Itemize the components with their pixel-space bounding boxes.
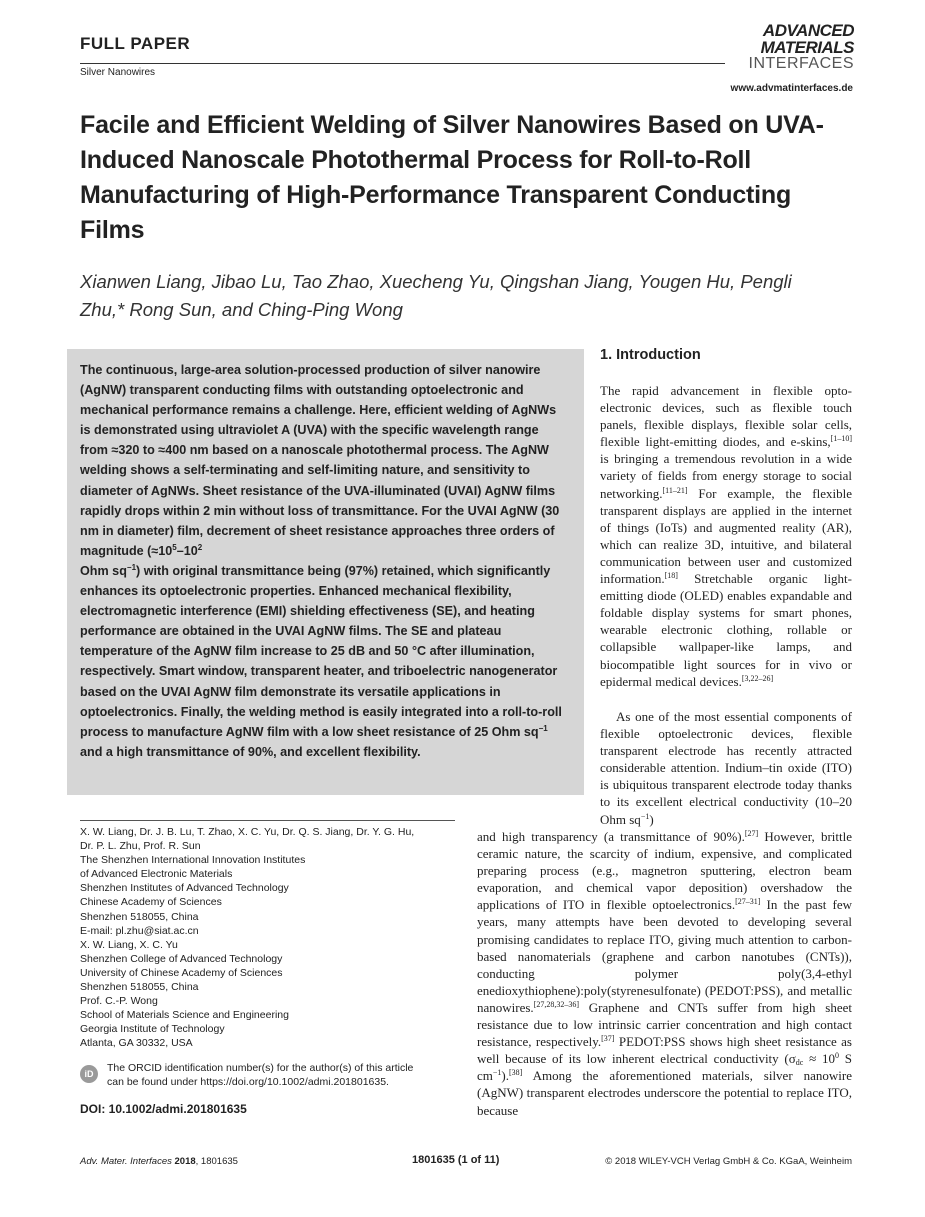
citation-link[interactable]: [27] [744, 829, 759, 838]
header-divider [80, 63, 725, 64]
orcid-icon[interactable]: iD [80, 1065, 98, 1083]
affiliation-divider [80, 820, 455, 821]
citation-link[interactable]: [37] [601, 1034, 615, 1044]
affiliation-email[interactable]: E-mail: pl.zhu@siat.ac.cn [80, 924, 199, 937]
copyright: © 2018 WILEY-VCH Verlag GmbH & Co. KGaA, Weinheim [605, 1156, 852, 1167]
affiliations [80, 825, 460, 1051]
citation-link[interactable]: [27,28,32–36] [533, 999, 580, 1009]
affiliation-line: Atlanta, GA 30332, USA [80, 1037, 193, 1050]
citation-link[interactable]: [3,22–26] [741, 673, 774, 683]
abstract-text: The continuous, large-area solution-processed production of silver nanowire (AgNW) transparent conducting films with outstanding optoelectronic and mechanical performance remains a challenge. Here, efficient welding of AgNWs is demonstrated using ultraviolet A (UVA) with the specific wavelength range from ≈320 to ≈400 nm based on a nanoscale photothermal process. The AgNW welding shows a self-terminating and self-limiting nature, and sensitivity to diameter of AgNWs. Sheet resistance of the UVA-illuminated (UVAI) AgNW films rapidly drops within 2 min without loss of transmittance. For the UVAI AgNW (30 nm in diameter) film, decrement of sheet resistance approaches three orders of magnitude ($\approx 10^5-10^2$ Ohm $sq^{-1}$) with original transmittance being (97%) retained, which significantly enhances its optoelectronic properties. Enhanced mechanical flexibility, electromagnetic interference (EMI) shielding effectiveness (SE), and heating performance are obtained in the UVAI AgNW films. The SE and plateau temperature of the AgNW film increase to 25 dB and 50 °C after illumination, respectively. Smart window, transparent heater, and triboelectric nanogenerator based on the UVAI AgNW film demonstrate its versatile applications in optoelectronics. Finally, the welding method is easily integrated into a roll-to-roll process to manufacture AgNW film with a low sheet resistance of 25 Ohm $sq^{-1}$ and a high transmittance of 90%, and excellent flexibility. [80, 363, 562, 759]
affiliation-line: Shenzhen 518055, China [80, 910, 199, 923]
affiliation-line: Shenzhen 518055, China [80, 981, 199, 994]
introduction-heading: 1. Introduction [600, 347, 701, 363]
affiliation-line: X. W. Liang, Dr. J. B. Lu, T. Zhao, X. C. Yu, Dr. Q. S. Jiang, Dr. Y. G. Hu, [80, 826, 415, 838]
article-title: Facile and Efficient Welding of Silver Nanowires Based on UVA-Induced Nanoscale Photothermal Process for Roll-to-Roll Manufacturing of High-Performance Transparent Conducting Films [80, 111, 824, 244]
paper-type-label: FULL PAPER [80, 34, 191, 53]
orcid-note: The ORCID identification number(s) for the author(s) of this article can be found under https://doi.org/10.1002/admi.201801635. [107, 1062, 414, 1088]
section-label: Silver Nanowires [80, 67, 156, 78]
affiliation-line: The Shenzhen International Innovation Institutes [80, 854, 306, 867]
affiliation-line: University of Chinese Academy of Sciences [80, 966, 283, 979]
logo-line-1: ADVANCED [762, 21, 854, 40]
footer-journal-citation: Adv. Mater. Interfaces 2018, 1801635 [80, 1156, 238, 1167]
citation-link[interactable]: [38] [509, 1068, 523, 1078]
logo-line-2: MATERIALS [760, 38, 854, 57]
affiliation-line: Shenzhen Institutes of Advanced Technology [80, 882, 289, 895]
intro-paragraph-2: As one of the most essential components of flexible optoelectronic devices, flexible transparent electrode has recently attracted considerable attention. Indium–tin oxide (ITO) is ubiquitous transparent electrode today thanks to its excellent electrical conductivity (10–20 Ohm $sq^{-1}$) [600, 709, 852, 827]
logo-line-3: INTERFACES [748, 55, 854, 72]
affiliation-line: School of Materials Science and Engineering [80, 1009, 289, 1022]
citation-link[interactable]: [1–10] [830, 434, 852, 444]
affiliation-line: of Advanced Electronic Materials [80, 868, 233, 881]
intro-paragraph-1: The rapid advancement in flexible optoelectronic devices, such as flexible touch panels, flexible displays, flexible solar cells, flexible light-emitting diodes, and e-skins,[1–10] is bringing a tremendous revolution in a wide variety of fields from energy storage to social networking.[11–21] For example, the flexible transparent displays are applied in the internet of things (IoTs) and augmented reality (AR), which can realize 3D, intuitive, and bilateral communication between user and customized information.[18] Stretchable organic light-emitting diode (OLED) enables expandable and foldable display systems for smart phones, wearable electronic clothing, rollable or collapsible wallpaper-like lamps, and biocompatible light sources for in vivo or epidermal medical devices.[3,22–26] [600, 383, 852, 689]
page-number: 1801635 (1 of 11) [412, 1154, 500, 1166]
citation-link[interactable]: [27–31] [735, 897, 761, 907]
affiliation-line: Chinese Academy of Sciences [80, 896, 222, 909]
affiliation-line: Prof. C.-P. Wong [80, 995, 158, 1008]
affiliation-line: Shenzhen College of Advanced Technology [80, 952, 283, 965]
affiliation-line: Dr. P. L. Zhu, Prof. R. Sun [80, 840, 201, 853]
doi[interactable]: DOI: 10.1002/admi.201801635 [80, 1102, 247, 1116]
affiliation-line: X. W. Liang, X. C. Yu [80, 938, 178, 951]
journal-logo [728, 22, 854, 72]
author-list: Xianwen Liang, Jibao Lu, Tao Zhao, Xuecheng Yu, Qingshan Jiang, Yougen Hu, Pengli Zhu,* Rong Sun, and Ching-Ping Wong [80, 271, 792, 320]
intro-paragraph-2-continued: and high transparency (a transmittance of 90%).[27] However, brittle ceramic nature, the scarcity of indium, expensive, and complicated preparing process (e.g., magnetron sputtering, electron beam evaporation, and chemical vapor deposition) overshadow the applications of ITO in flexible optoelectronics.[27–31] In the past few years, many attempts have been devoted to developing several promising candidates to replace ITO, giving much attention to carbon-based nanomaterials (graphene and carbon nanotubes (CNTs)), conducting polymer poly(3,4-ethyl enedioxythiophene):poly(styrenesulfonate) (PEDOT:PSS), and metallic nanowires.[27,28,32–36] Graphene and CNTs suffer from high sheet resistance due to low intrinsic carrier concentration and high contact resistance, respectively.[37] PEDOT:PSS shows high sheet resistance as well because of its low inherent electrical conductivity ($\sigma_{dc} \approx 10^0$ S $cm^{-1}).[38]$ Among the aforementioned materials, silver nanowire (AgNW) transparent electrodes underscore the potential to replace ITO, because [477, 829, 853, 1118]
affiliation-line: Georgia Institute of Technology [80, 1023, 225, 1036]
citation-link[interactable]: [11–21] [662, 485, 688, 495]
journal-url[interactable]: www.advmatinterfaces.de [730, 83, 853, 94]
citation-link[interactable]: [18] [664, 571, 678, 581]
